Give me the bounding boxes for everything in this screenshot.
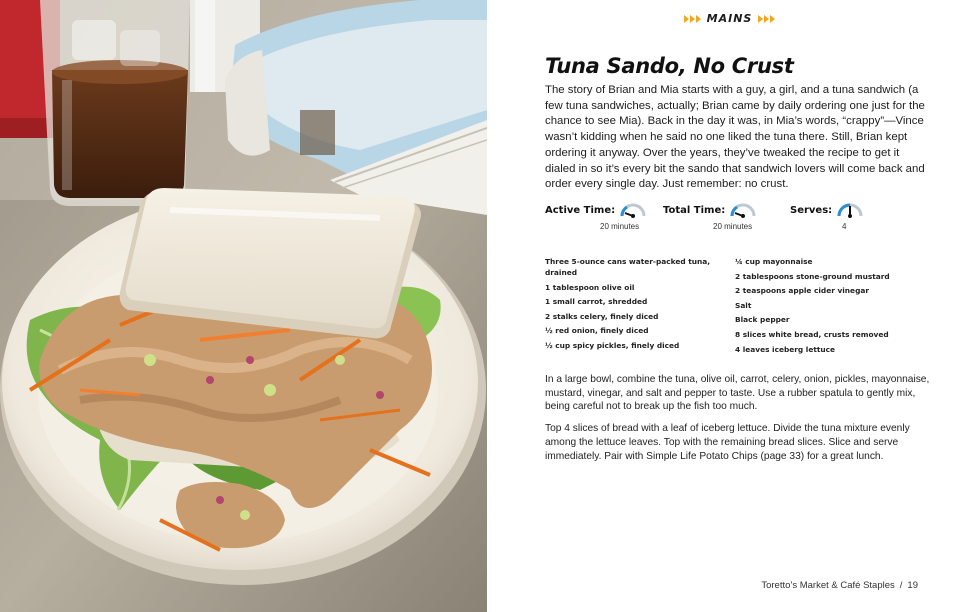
stat-value: 4: [842, 222, 847, 231]
ingredient-item: 2 tablespoons stone-ground mustard: [735, 271, 890, 281]
stat-label: Serves:: [790, 204, 833, 216]
book-title: Toretto’s Market & Café Staples: [761, 580, 895, 591]
stat-value: 20 minutes: [713, 222, 753, 231]
gauge-icon: [836, 202, 864, 218]
ingredient-item: Three 5-ounce cans water-packed tuna, drained: [545, 257, 711, 277]
ingredient-item: 1 small carrot, shredded: [545, 297, 648, 307]
gauge-icon: [619, 202, 647, 218]
ingredients-column-right: [735, 256, 925, 358]
stat-value: 20 minutes: [600, 222, 640, 231]
gauge-icon: [729, 202, 757, 218]
stat-active-time: [545, 202, 647, 231]
ingredients-column-left: [545, 256, 735, 355]
ingredient-item: 2 stalks celery, finely diced: [545, 311, 659, 321]
footer-separator: /: [899, 580, 903, 591]
stat-label: Active Time:: [545, 204, 616, 216]
method-step: Top 4 slices of bread with a leaf of iceberg lettuce. Divide the tuna mixture evenly among the lettuce leaves. Top with the remaining bread slices. Slice and serve immediately. Pair with Simple Life Potato Chips (page 33) for a great lunch.: [545, 423, 910, 462]
page-number: 19: [907, 580, 918, 591]
recipe-stats: [545, 202, 929, 236]
ingredient-item: 8 slices white bread, crusts removed: [735, 329, 889, 339]
ingredient-item: ¼ cup mayonnaise: [735, 257, 813, 266]
ingredient-item: 4 leaves iceberg lettuce: [735, 344, 836, 354]
recipe-page: [487, 0, 972, 612]
method-step: In a large bowl, combine the tuna, olive oil, carrot, celery, onion, pickles, mayonnaise, mustard, vinegar, and salt and pepper to taste. Use a rubber spatula to gently mix, being careful not to break up the fish too much.: [545, 374, 930, 413]
chevrons-right-icon: [684, 15, 701, 23]
method-steps: [545, 373, 931, 471]
recipe-intro: The story of Brian and Mia starts with a guy, a girl, and a tuna sandwich (a few tuna sandwiches, actually; Brian came by daily ordering one just for the chance to see Mia). Back in the day it was, in Mia’s words, “crappy”—Vince wasn’t kidding when he said no one liked the tuna there. Still, Brian kept ordering it anyway. Over the years, they’ve tweaked the recipe to get it dialed in so it’s every bit the sando that sandwich lovers will come back and order every single day. Just remember: no crust.: [545, 84, 925, 191]
recipe-title: Tuna Sando, No Crust: [545, 54, 794, 78]
ingredient-item: 2 teaspoons apple cider vinegar: [735, 286, 869, 296]
ingredient-item: Black pepper: [735, 315, 790, 325]
page-footer: [761, 580, 918, 591]
section-label: MAINS: [706, 12, 753, 25]
ingredient-item: ½ red onion, finely diced: [545, 326, 649, 336]
ingredient-item: ½ cup spicy pickles, finely diced: [545, 340, 680, 350]
ingredient-item: Salt: [735, 300, 752, 310]
stat-total-time: [663, 202, 757, 231]
stat-label: Total Time:: [663, 204, 726, 216]
section-header: [487, 12, 972, 25]
stat-serves: [790, 202, 864, 231]
chevrons-right-icon: [758, 15, 775, 23]
ingredient-item: 1 tablespoon olive oil: [545, 282, 635, 292]
cola-glass: [40, 0, 190, 206]
